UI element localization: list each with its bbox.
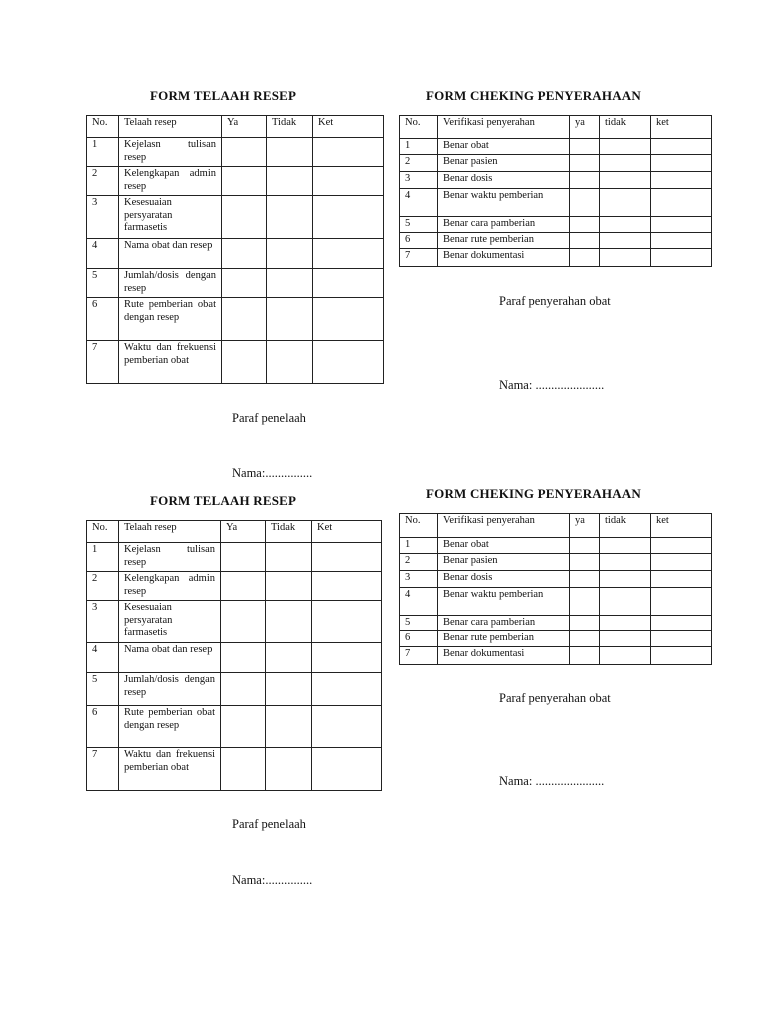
tidak-cell[interactable] [600, 189, 651, 217]
tidak-cell[interactable] [266, 643, 312, 673]
header-no: No. [87, 116, 119, 138]
header-ket: Ket [312, 521, 382, 543]
header-ya: ya [570, 514, 600, 538]
ya-cell[interactable] [570, 588, 600, 616]
row-number: 2 [87, 572, 119, 601]
ket-cell[interactable] [313, 196, 384, 239]
header-no: No. [400, 116, 438, 139]
header-telaah-resep: Telaah resep [119, 116, 222, 138]
header-ya: ya [570, 116, 600, 139]
table-row [87, 601, 382, 643]
row-item: Benar obat [438, 538, 570, 554]
ket-cell[interactable] [651, 616, 712, 631]
ya-cell[interactable] [221, 601, 266, 643]
nama-field: Nama:............... [232, 466, 313, 480]
paraf-penelaah-label: Paraf penelaah [232, 817, 306, 831]
telaah-form-title: FORM TELAAH RESEP [150, 493, 297, 508]
row-number: 7 [87, 748, 119, 791]
row-item: Jumlah/dosis dengan resep [119, 673, 221, 706]
ket-cell[interactable] [313, 341, 384, 384]
table-row [87, 341, 384, 384]
row-number: 7 [87, 341, 119, 384]
header-tidak: Tidak [266, 521, 312, 543]
ya-cell[interactable] [221, 572, 266, 601]
row-item: Waktu dan frekuensi pemberian obat [119, 341, 222, 384]
row-item: Benar cara pamberian [438, 217, 570, 233]
header-telaah-resep: Telaah resep [119, 521, 221, 543]
row-item: Benar dokumentasi [438, 647, 570, 665]
row-number: 6 [87, 298, 119, 341]
tidak-cell[interactable] [600, 139, 651, 155]
row-number: 2 [87, 167, 119, 196]
tidak-cell[interactable] [267, 167, 313, 196]
row-number: 1 [87, 543, 119, 572]
ket-cell[interactable] [651, 538, 712, 554]
table-row [87, 572, 382, 601]
tidak-cell[interactable] [600, 631, 651, 647]
row-item: Benar dosis [438, 571, 570, 588]
row-item: Benar waktu pemberian [438, 588, 570, 616]
tidak-cell[interactable] [600, 588, 651, 616]
row-number: 3 [87, 601, 119, 643]
header-verifikasi: Verifikasi penyerahan [438, 514, 570, 538]
table-row [400, 233, 712, 249]
tidak-cell[interactable] [266, 543, 312, 572]
row-number: 1 [87, 138, 119, 167]
ya-cell[interactable] [570, 217, 600, 233]
header-ket: Ket [313, 116, 384, 138]
table-row [87, 706, 382, 748]
ket-cell[interactable] [651, 155, 712, 172]
ket-cell[interactable] [313, 239, 384, 269]
tidak-cell[interactable] [266, 748, 312, 791]
header-ket: ket [651, 514, 712, 538]
table-row [87, 239, 384, 269]
table-row [87, 167, 384, 196]
ya-cell[interactable] [570, 189, 600, 217]
ya-cell[interactable] [570, 172, 600, 189]
table-row [87, 196, 384, 239]
header-tidak: tidak [600, 514, 651, 538]
ket-cell[interactable] [312, 748, 382, 791]
row-item: Kejelasn tulisan resep [119, 138, 222, 167]
table-row [400, 249, 712, 267]
row-item: Benar dokumentasi [438, 249, 570, 267]
ket-cell[interactable] [312, 572, 382, 601]
tidak-cell[interactable] [267, 138, 313, 167]
row-number: 6 [400, 631, 438, 647]
table-row [87, 543, 382, 572]
cheking-form-title: FORM CHEKING PENYERAHAAN [426, 88, 641, 103]
row-item: Benar obat [438, 139, 570, 155]
ya-cell[interactable] [222, 341, 267, 384]
ket-cell[interactable] [312, 706, 382, 748]
ket-cell[interactable] [312, 543, 382, 572]
tidak-cell[interactable] [600, 249, 651, 267]
row-number: 5 [400, 217, 438, 233]
ket-cell[interactable] [651, 139, 712, 155]
row-item: Rute pemberian obat dengan resep [119, 706, 221, 748]
table-row [400, 172, 712, 189]
header-no: No. [400, 514, 438, 538]
tidak-cell[interactable] [600, 155, 651, 172]
row-number: 4 [400, 588, 438, 616]
row-number: 3 [400, 571, 438, 588]
table-row [87, 643, 382, 673]
table-row [87, 673, 382, 706]
row-number: 2 [400, 155, 438, 172]
tidak-cell[interactable] [600, 616, 651, 631]
table-row [400, 616, 712, 631]
tidak-cell[interactable] [600, 538, 651, 554]
row-item: Benar rute pemberian [438, 631, 570, 647]
table-row [400, 631, 712, 647]
ya-cell[interactable] [570, 631, 600, 647]
row-item: Waktu dan frekuensi pemberian obat [119, 748, 221, 791]
ya-cell[interactable] [221, 643, 266, 673]
paraf-penyerahan-label: Paraf penyerahan obat [499, 294, 611, 308]
tidak-cell[interactable] [600, 554, 651, 571]
ket-cell[interactable] [312, 643, 382, 673]
ket-cell[interactable] [651, 588, 712, 616]
nama-field: Nama: ...................... [499, 774, 605, 788]
header-ket: ket [651, 116, 712, 139]
ya-cell[interactable] [570, 139, 600, 155]
ya-cell[interactable] [570, 233, 600, 249]
ya-cell[interactable] [221, 748, 266, 791]
row-number: 5 [87, 673, 119, 706]
row-number: 1 [400, 139, 438, 155]
row-item: Jumlah/dosis dengan resep [119, 269, 222, 298]
table-row [87, 269, 384, 298]
row-item: Kelengkapan admin resep [119, 572, 221, 601]
ket-cell[interactable] [313, 138, 384, 167]
tidak-cell[interactable] [266, 572, 312, 601]
tidak-cell[interactable] [267, 341, 313, 384]
header-tidak: Tidak [267, 116, 313, 138]
tidak-cell[interactable] [600, 217, 651, 233]
tidak-cell[interactable] [267, 298, 313, 341]
ya-cell[interactable] [222, 138, 267, 167]
ya-cell[interactable] [570, 155, 600, 172]
tidak-cell[interactable] [600, 172, 651, 189]
table-row [400, 588, 712, 616]
ya-cell[interactable] [222, 269, 267, 298]
ket-cell[interactable] [312, 673, 382, 706]
table-header-row [87, 521, 382, 543]
telaah-table [86, 520, 382, 791]
tidak-cell[interactable] [600, 233, 651, 249]
tidak-cell[interactable] [267, 269, 313, 298]
row-number: 5 [400, 616, 438, 631]
table-row [400, 155, 712, 172]
row-item: Kelengkapan admin resep [119, 167, 222, 196]
row-item: Benar pasien [438, 155, 570, 172]
tidak-cell[interactable] [266, 673, 312, 706]
row-number: 6 [87, 706, 119, 748]
ya-cell[interactable] [570, 616, 600, 631]
row-number: 4 [400, 189, 438, 217]
row-number: 1 [400, 538, 438, 554]
ket-cell[interactable] [651, 647, 712, 665]
ket-cell[interactable] [313, 269, 384, 298]
ket-cell[interactable] [313, 298, 384, 341]
ya-cell[interactable] [570, 249, 600, 267]
paraf-penelaah-label: Paraf penelaah [232, 411, 306, 425]
row-item: Kejelasn tulisan resep [119, 543, 221, 572]
row-number: 4 [87, 239, 119, 269]
cheking-table [399, 513, 712, 665]
row-number: 4 [87, 643, 119, 673]
tidak-cell[interactable] [266, 601, 312, 643]
row-number: 3 [87, 196, 119, 239]
row-number: 2 [400, 554, 438, 571]
table-row [400, 554, 712, 571]
tidak-cell[interactable] [600, 571, 651, 588]
row-number: 7 [400, 647, 438, 665]
ya-cell[interactable] [222, 167, 267, 196]
row-item: Rute pemberian obat dengan resep [119, 298, 222, 341]
nama-field: Nama: ...................... [499, 378, 605, 392]
ket-cell[interactable] [651, 554, 712, 571]
tidak-cell[interactable] [600, 647, 651, 665]
cheking-table [399, 115, 712, 267]
ket-cell[interactable] [313, 167, 384, 196]
row-item: Benar pasien [438, 554, 570, 571]
ya-cell[interactable] [570, 571, 600, 588]
table-row [400, 189, 712, 217]
row-item: Benar rute pemberian [438, 233, 570, 249]
ket-cell[interactable] [651, 172, 712, 189]
header-ya: Ya [222, 116, 267, 138]
ya-cell[interactable] [570, 538, 600, 554]
row-item: Nama obat dan resep [119, 239, 222, 269]
table-row [400, 647, 712, 665]
telaah-table [86, 115, 384, 384]
row-item: Kesesuaian persyaratan farmasetis [119, 196, 222, 239]
table-row [87, 748, 382, 791]
row-item: Nama obat dan resep [119, 643, 221, 673]
ya-cell[interactable] [570, 554, 600, 571]
row-item: Benar dosis [438, 172, 570, 189]
header-tidak: tidak [600, 116, 651, 139]
ya-cell[interactable] [222, 239, 267, 269]
table-row [400, 571, 712, 588]
tidak-cell[interactable] [267, 239, 313, 269]
table-row [400, 139, 712, 155]
row-item: Benar cara pamberian [438, 616, 570, 631]
ket-cell[interactable] [651, 249, 712, 267]
row-number: 3 [400, 172, 438, 189]
table-row [87, 138, 384, 167]
ya-cell[interactable] [221, 543, 266, 572]
ket-cell[interactable] [651, 631, 712, 647]
ya-cell[interactable] [222, 196, 267, 239]
table-header-row [87, 116, 384, 138]
ket-cell[interactable] [651, 571, 712, 588]
telaah-form-title: FORM TELAAH RESEP [150, 88, 297, 103]
paraf-penyerahan-label: Paraf penyerahan obat [499, 691, 611, 705]
ket-cell[interactable] [312, 601, 382, 643]
tidak-cell[interactable] [266, 706, 312, 748]
table-row [400, 538, 712, 554]
table-row [87, 298, 384, 341]
row-number: 7 [400, 249, 438, 267]
row-item: Benar waktu pemberian [438, 189, 570, 217]
nama-field: Nama:............... [232, 873, 313, 887]
table-header-row [400, 514, 712, 538]
ket-cell[interactable] [651, 233, 712, 249]
ya-cell[interactable] [221, 706, 266, 748]
ya-cell[interactable] [222, 298, 267, 341]
ya-cell[interactable] [570, 647, 600, 665]
header-ya: Ya [221, 521, 266, 543]
row-item: Kesesuaian persyaratan farmasetis [119, 601, 221, 643]
header-verifikasi: Verifikasi penyerahan [438, 116, 570, 139]
tidak-cell[interactable] [267, 196, 313, 239]
ya-cell[interactable] [221, 673, 266, 706]
table-row [400, 217, 712, 233]
header-no: No. [87, 521, 119, 543]
ket-cell[interactable] [651, 217, 712, 233]
row-number: 6 [400, 233, 438, 249]
table-header-row [400, 116, 712, 139]
ket-cell[interactable] [651, 189, 712, 217]
cheking-form-title: FORM CHEKING PENYERAHAAN [426, 486, 641, 501]
row-number: 5 [87, 269, 119, 298]
